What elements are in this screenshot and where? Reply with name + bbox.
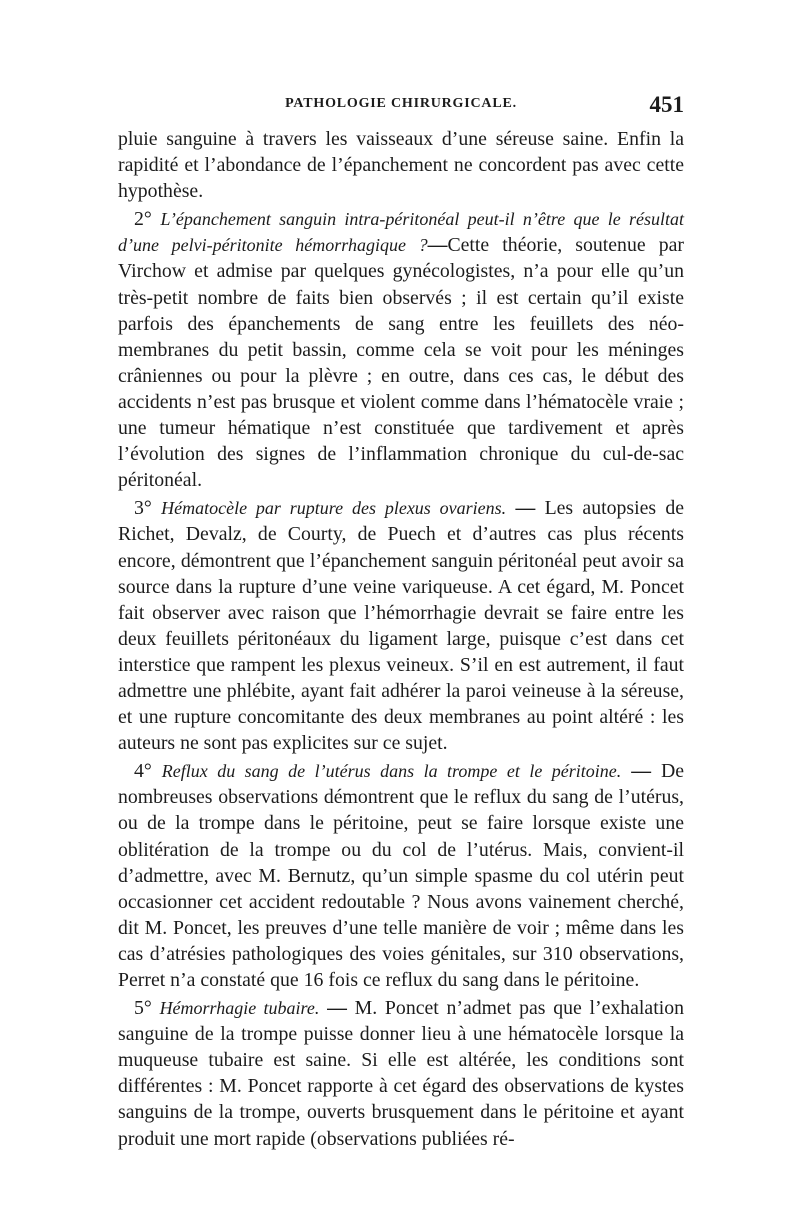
page-number: 451 [649, 92, 684, 117]
em-dash: — [515, 497, 536, 520]
section-heading: L’épanchement sanguin intra-péritonéal peut-il n’être que le résultat d’une pelvi-péritonite hémorrhagique ? [118, 209, 684, 256]
paragraph-5 [118, 995, 684, 1152]
paragraph-2 [118, 206, 684, 493]
paragraph-text: pluie sanguine à travers les vaisseaux d’une séreuse saine. Enfin la rapidité et l’abondance de l’épanchement ne concordent pas avec cette hypothèse. [118, 128, 684, 203]
section-number: 5° [134, 997, 152, 1020]
running-header [118, 92, 684, 118]
section-heading: Hémorrhagie tubaire. [159, 998, 320, 1019]
section-number: 3° [134, 497, 152, 520]
paragraph-text: Les autopsies de Richet, Devalz, de Courty, de Puech et d’autres cas plus récents encore, démontrent que l’épanchement sanguin péritonéal peut avoir sa source dans la rupture d’une veine variqueuse. A cet égard, M. Poncet fait observer avec raison que l’hémorrhagie devrait se faire entre les deux feuillets péritonéaux du ligament large, puisque c’est dans cet interstice que rampent les plexus veineux. S’il en est autrement, il faut admettre une phlébite, ayant fait adhérer la paroi veineuse à la séreuse, et une rupture concomitante des deux membranes au point altéré : les auteurs ne sont pas explicites sur ce sujet. [118, 497, 685, 755]
paragraph-text: Cette théorie, soutenue par Virchow et admise par quelques gynécologistes, n’a pour elle qu’un très-petit nombre de faits bien observés ; il est certain qu’il existe parfois des épanchements de sang entre les feuillets des néo-membranes du petit bassin, comme cela se voit pour les méninges crâniennes ou pour la plèvre ; en outre, dans ces cas, le début des accidents n’est pas brusque et violent comme dans l’hématocèle vraie ; une tumeur hématique n’est constituée que tardivement et après l’évolution des signes de l’inflammation chronique du cul-de-sac péritonéal. [118, 234, 684, 492]
section-number: 4° [134, 760, 152, 783]
paragraph-3 [118, 495, 684, 756]
section-heading: Reflux du sang de l’utérus dans la trompe et le péritoine. [161, 761, 622, 782]
paragraph-text: M. Poncet n’admet pas que l’exhalation sanguine de la trompe puisse donner lieu à une hématocèle lorsque la muqueuse tubaire est saine. Si elle est altérée, les conditions sont différentes : M. Poncet rapporte à cet égard des observations de kystes sanguins de la trompe, ouverts brusquement dans le péritoine et ayant produit une mort rapide (observations publiées ré- [118, 997, 684, 1150]
paragraph-text: De nombreuses observations démontrent que le reflux du sang de l’utérus, ou de la trompe dans le péritoine, peut se faire lorsque existe une oblitération de la trompe ou du col de l’utérus. Mais, convient-il d’admettre, avec M. Bernutz, qu’un simple spasme du col utérin peut occasionner cet accident redoutable ? Nous avons vainement cherché, dit M. Poncet, les preuves d’une telle manière de voir ; même dans les cas d’atrésies pathologiques des voies génitales, sur 310 observations, Perret n’a constaté que 16 fois ce reflux du sang dans le péritoine. [118, 760, 685, 991]
em-dash: — [327, 997, 347, 1020]
em-dash: — [427, 234, 448, 257]
paragraph-continuation [118, 126, 684, 204]
em-dash: — [631, 760, 652, 783]
section-number: 2° [134, 208, 152, 231]
paragraph-4 [118, 758, 684, 993]
running-title: PATHOLOGIE CHIRURGICALE. [285, 96, 517, 111]
section-heading: Hématocèle par rupture des plexus ovariens. [161, 498, 507, 519]
body-text [118, 126, 684, 1154]
